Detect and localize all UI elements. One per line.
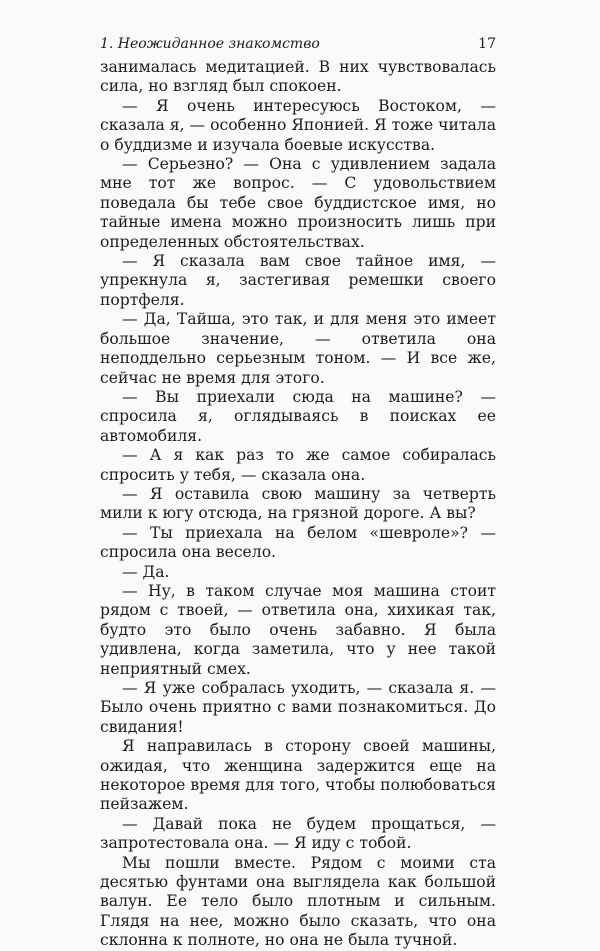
paragraph: — Серьезно? — Она с удивлением задала мне тот же вопрос. — С удовольствием поведала бы тебе свое буддистское имя, но тайные имена можно произносить лишь при определенных обстоятельствах. <box>100 155 496 251</box>
paragraph: Мы пошли вместе. Рядом с моими ста десятью фунтами она выглядела как большой валун. Ее тело было плотным и сильным. Глядя на нее, можно было сказать, что она склонна к полноте, но она не была тучной. <box>100 853 496 950</box>
paragraph: — Я уже собралась уходить, — сказала я. — Было очень приятно с вами познакомиться. До свидания! <box>100 679 496 736</box>
paragraph: занималась медитацией. В них чувствовалась сила, но взгляд был спокоен. <box>100 58 496 96</box>
paragraph: — Да. <box>122 562 170 581</box>
running-header <box>100 36 496 56</box>
paragraph: — Я оставила свою машину за четверть мили к югу отсюда, на грязной дороге. А вы? <box>100 484 496 523</box>
paragraph: — Вы приехали сюда на машине? — спросила я, оглядываясь в поисках ее автомобиля. <box>100 387 496 445</box>
body-text <box>100 58 496 951</box>
paragraph: — А я как раз то же самое собиралась спросить у тебя, — сказала она. <box>100 446 496 484</box>
paragraph: — Я сказала вам свое тайное имя, — упрекнула я, застегивая ремешки своего портфеля. <box>100 252 496 309</box>
page-number: 17 <box>478 36 496 52</box>
paragraph: Я направилась в сторону своей машины, ожидая, что женщина задержится еще на некоторое время для того, чтобы полюбоваться пейзажем. <box>100 737 496 814</box>
paragraph: — Да, Тайша, это так, и для меня это имеет большое значение, — ответила она неподдельно серьезным тоном. — И все же, сейчас не время для этого. <box>100 310 496 387</box>
paragraph: — Давай пока не будем прощаться, — запротестовала она. — Я иду с тобой. <box>100 814 496 853</box>
paragraph: — Ну, в таком случае моя машина стоит рядом с твоей, — ответила она, хихикая так, будто это было очень забавно. Я была удивлена, когда заметила, что у нее такой неприятный смех. <box>100 581 496 678</box>
chapter-title: 1. Неожиданное знакомство <box>100 36 320 52</box>
paragraph: — Ты приехала на белом «шевроле»? — спросила она весело. <box>100 523 496 562</box>
paragraph: — Я очень интересуюсь Востоком, — сказала я, — особенно Японией. Я тоже читала о буддизме и изучала боевые искусства. <box>100 96 496 154</box>
